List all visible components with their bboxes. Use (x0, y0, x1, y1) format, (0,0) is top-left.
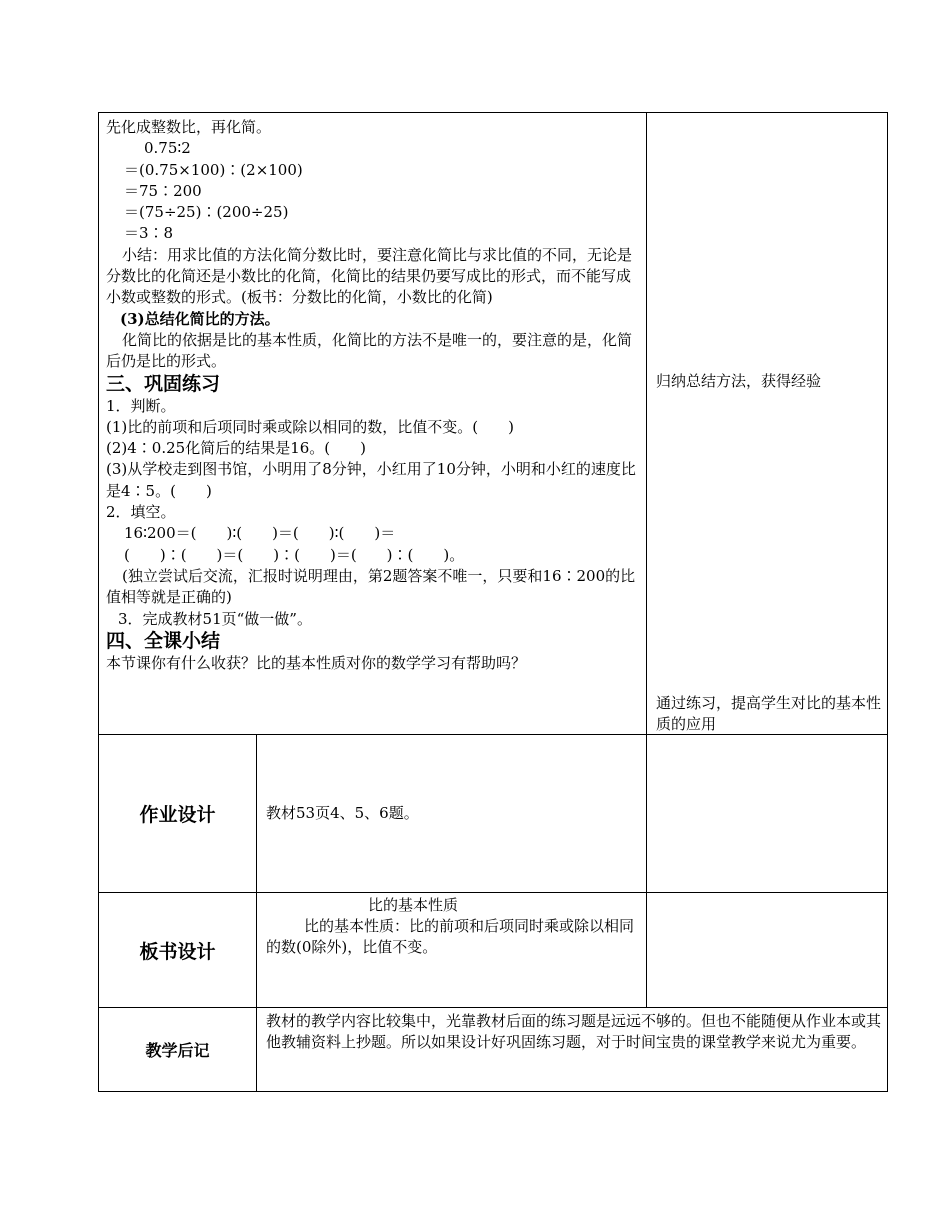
homework-content: 教材53页4、5、6题。 (257, 735, 647, 893)
process-line: ＝75∶200 (124, 181, 202, 200)
side-note: 归纳总结方法，获得经验 (656, 372, 822, 390)
reflection-row (99, 1008, 888, 1092)
homework-row (99, 735, 888, 893)
exercise-line: ( )∶( )＝( )∶( )＝( )∶( )。 (124, 545, 465, 564)
exercise-line: 16∶200＝( )∶( )＝( )∶( )＝ (124, 524, 396, 543)
homework-empty-cell (647, 735, 888, 893)
homework-label: 作业设计 (99, 735, 257, 893)
exercise-line: 3．完成教材51页“做一做”。 (118, 609, 312, 628)
exercise-line: 1．判断。 (106, 396, 176, 415)
teaching-process-cell (99, 113, 647, 735)
board-title: 比的基本性质 (368, 896, 459, 914)
section-heading-summary: 四、全课小结 (106, 629, 221, 652)
exercise-line: (2)4∶0.25化简后的结果是16。( ) (106, 439, 366, 458)
exercise-line: (1)比的前项和后项同时乘或除以相同的数，比值不变。( ) (106, 417, 514, 436)
teaching-process-row (99, 113, 888, 735)
reflection-cell (257, 1008, 888, 1092)
board-label: 板书设计 (99, 893, 257, 1008)
process-line: ＝(75÷25)∶(200÷25) (124, 203, 289, 222)
board-row (99, 893, 888, 1008)
process-line: ＝(0.75×100)∶(2×100) (124, 160, 303, 179)
side-note: 通过练习，提高学生对比的基本性质的应用 (656, 694, 882, 733)
summary-question: 本节课你有什么收获？比的基本性质对你的数学学习有帮助吗？ (106, 653, 527, 672)
exercise-line: (3)从学校走到图书馆，小明用了8分钟，小红用了10分钟，小明和小红的速度比是4∶5。( ) (106, 460, 636, 500)
method-paragraph: 化简比的依据是比的基本性质，化简比的方法不是唯一的，要注意的是，化简后仍是比的形式。 (106, 330, 633, 371)
board-content: 比的基本性质：比的前项和后项同时乘或除以相同的数(0除外)，比值不变。 (266, 917, 635, 956)
reflection-label: 教学后记 (99, 1008, 257, 1092)
summary-paragraph: 小结：用求比值的方法化简分数比时，要注意化简比与求比值的不同，无论是分数比的化简还是小数比的化简，化简比的结果仍要写成比的形式，而不能写成小数或整数的形式。(板书：分数比的化简，小数比的化简) (106, 245, 633, 307)
exercise-line: 2．填空。 (106, 503, 176, 522)
lesson-plan-table (98, 112, 888, 1092)
process-line: 先化成整数比，再化简。 (106, 118, 272, 136)
process-line: ＝3∶8 (124, 224, 174, 243)
board-empty-cell (647, 893, 888, 1008)
method-heading: (3)总结化简比的方法。 (120, 309, 280, 328)
board-content-cell (257, 893, 647, 1008)
exercise-note: (独立尝试后交流，汇报时说明理由，第2题答案不唯一，只要和16∶200的比值相等就是正确的) (106, 566, 636, 607)
process-line: 0.75∶2 (144, 139, 191, 158)
reflection-content: 教材的教学内容比较集中，光靠教材后面的练习题是远远不够的。但也不能随便从作业本或其他教辅资料上抄题。所以如果设计好巩固练习题，对于时间宝贵的课堂教学来说尤为重要。 (266, 1012, 882, 1051)
design-intent-cell (647, 113, 888, 735)
section-heading-practice: 三、巩固练习 (106, 372, 221, 395)
